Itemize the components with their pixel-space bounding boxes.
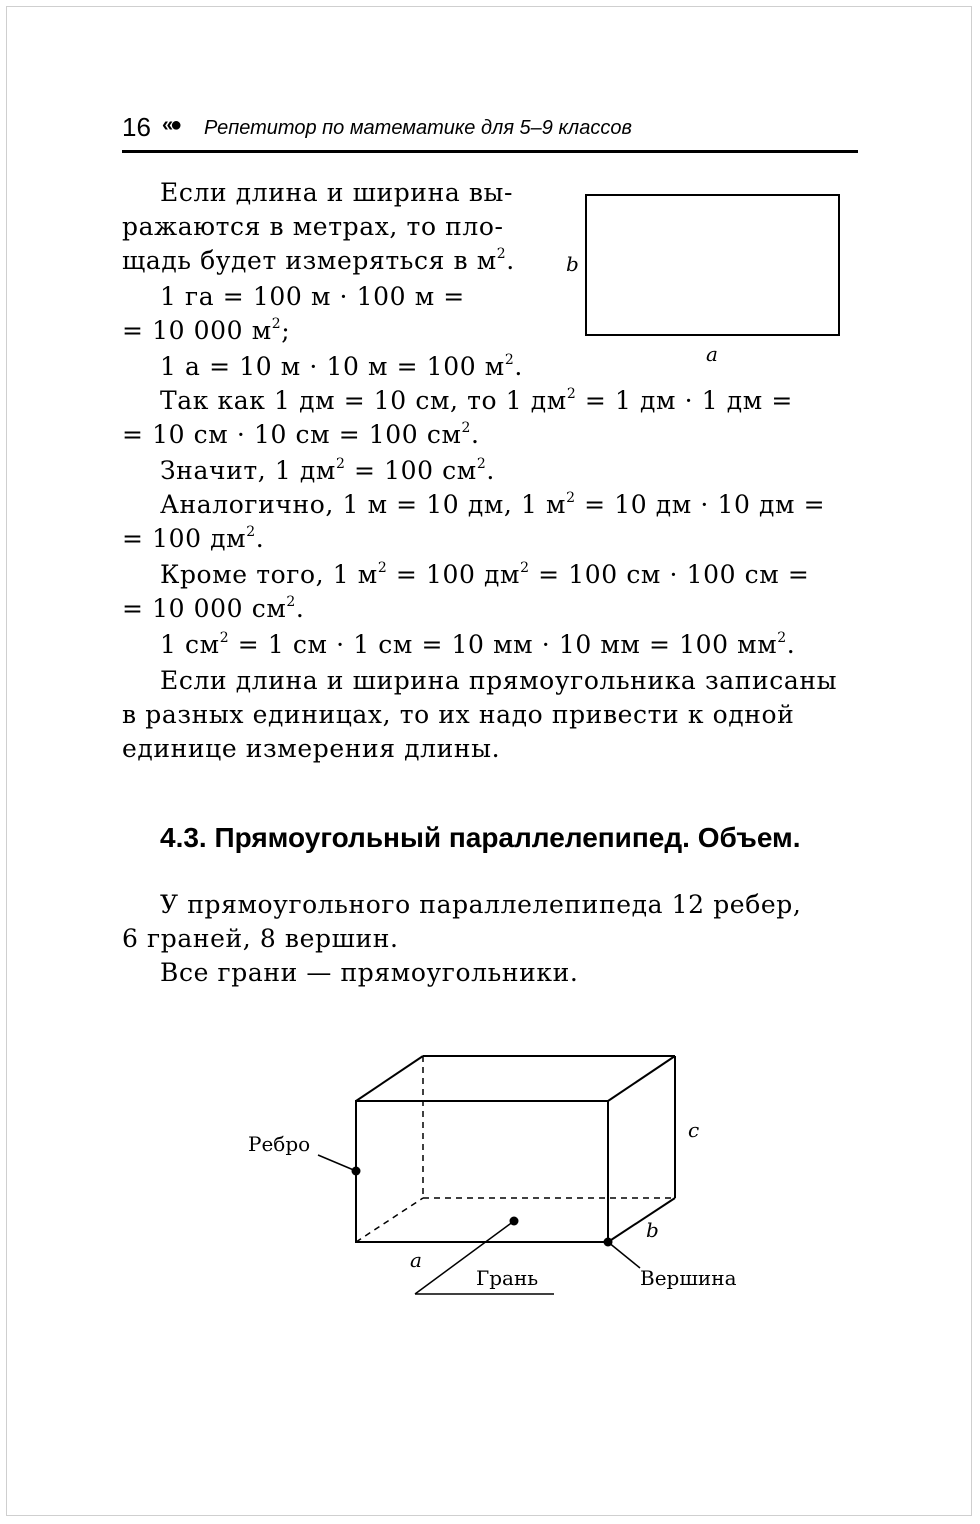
text-line: = 10 000 $м^2$; bbox=[122, 316, 291, 345]
section-title: 4.3. Прямоугольный параллелепипед. Объем. bbox=[160, 822, 801, 853]
text-line: Если длина и ширина прямоугольника записаны bbox=[160, 666, 838, 695]
edge-line bbox=[356, 1056, 423, 1101]
hidden-edge bbox=[356, 1198, 423, 1242]
edge-pointer bbox=[318, 1155, 356, 1171]
label-b: b bbox=[646, 1218, 659, 1242]
edge-line bbox=[608, 1056, 675, 1101]
text-line: Кроме того, 1 $м^2 = 100$ $дм^2 = 100$ см · 100 см = bbox=[160, 560, 810, 589]
label-face: Грань bbox=[476, 1266, 539, 1290]
label-edge: Ребро bbox=[248, 1132, 311, 1156]
label-a: a bbox=[410, 1248, 422, 1272]
text-line: единице измерения длины. bbox=[122, 734, 501, 763]
text-line: 1 га = 100 м · 100 м = bbox=[160, 282, 465, 311]
vertex-pointer bbox=[608, 1242, 640, 1268]
text-line: щадь будет измеряться в $м^2$. bbox=[122, 246, 515, 275]
page-number: 16 bbox=[122, 112, 151, 142]
text-line: Если длина и ширина вы- bbox=[160, 178, 514, 207]
label-vertex: Вершина bbox=[640, 1266, 737, 1290]
edge-dot bbox=[352, 1167, 361, 1176]
label-c: c bbox=[688, 1118, 700, 1142]
text-line: ражаются в метрах, то пло- bbox=[122, 212, 504, 241]
text-line: = 10 000 $см^2$. bbox=[122, 594, 305, 623]
text-line: = 10 см · 10 см = 100 $см^2$. bbox=[122, 420, 480, 449]
rect-label-a: a bbox=[706, 342, 718, 366]
text-line: 1 а = 10 м · 10 м = 100 $м^2$. bbox=[160, 352, 523, 381]
text-line: Значит, 1 $дм^2 = 100$ $см^2$. bbox=[160, 456, 495, 485]
ornament-icon: «● bbox=[162, 114, 180, 136]
front-face bbox=[356, 1101, 608, 1242]
text-line: 6 граней, 8 вершин. bbox=[122, 924, 399, 953]
vertex-dot bbox=[604, 1238, 613, 1247]
book-title: Репетитор по математике для 5–9 классов bbox=[204, 117, 632, 139]
text-line: Аналогично, 1 м = 10 дм, 1 $м^2 = 10$ дм · 10 дм = bbox=[160, 490, 826, 519]
text-line: 1 $см^2 = 1$ см · 1 см = 10 мм · 10 мм = 100 $мм^2$. bbox=[160, 630, 796, 659]
text-line: в разных единицах, то их надо привести к одной bbox=[122, 700, 795, 729]
face-dot bbox=[510, 1217, 519, 1226]
edge-line bbox=[608, 1198, 675, 1242]
text-line: Так как 1 дм = 10 см, то 1 $дм^2 = 1$ дм · 1 дм = bbox=[160, 386, 793, 415]
text-line: У прямоугольного параллелепипеда 12 ребер, bbox=[160, 890, 802, 919]
rect-label-b: b bbox=[566, 252, 579, 276]
text-line: Все грани — прямоугольники. bbox=[160, 958, 579, 987]
text-line: = 100 $дм^2$. bbox=[122, 524, 265, 553]
